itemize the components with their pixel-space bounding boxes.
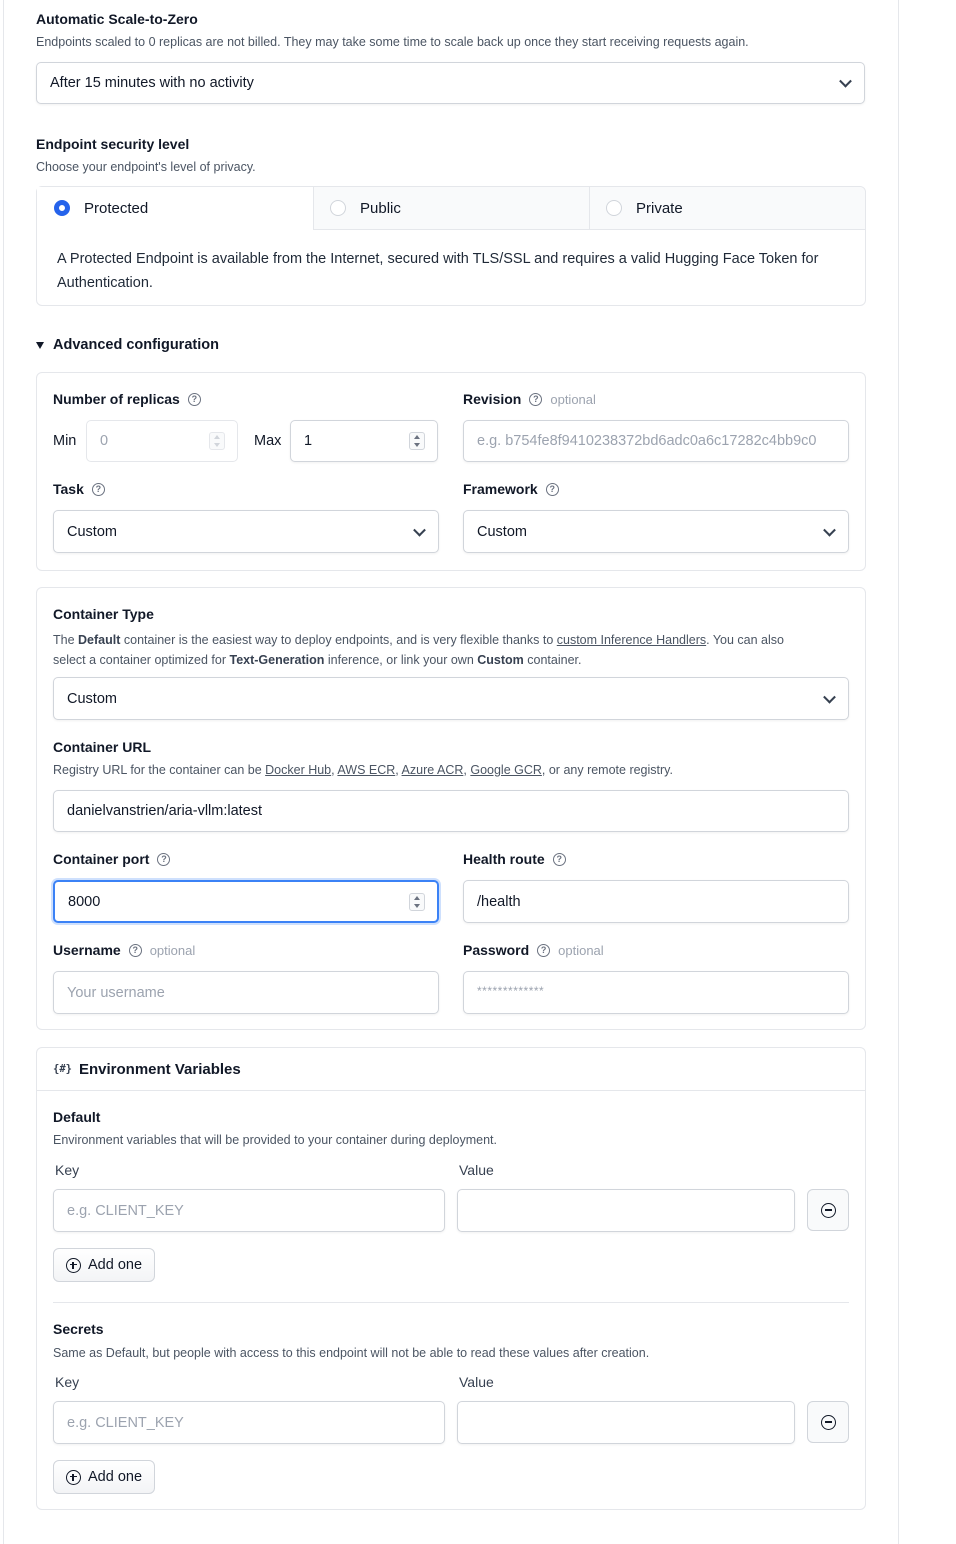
password-placeholder: ************* bbox=[477, 984, 545, 998]
security-option-label: Protected bbox=[84, 200, 149, 217]
minus-circle-icon bbox=[821, 1203, 836, 1218]
revision-label bbox=[463, 391, 596, 407]
security-option-label: Public bbox=[360, 200, 401, 217]
stepper-icon[interactable] bbox=[409, 432, 425, 450]
help-icon[interactable]: ? bbox=[553, 853, 566, 866]
container-type-description bbox=[53, 630, 843, 670]
advanced-config-label: Advanced configuration bbox=[53, 337, 219, 353]
min-replicas-value: 0 bbox=[100, 433, 109, 449]
desc-text: , or any remote registry. bbox=[541, 763, 673, 777]
task-value: Custom bbox=[67, 523, 117, 540]
username-placeholder: Your username bbox=[67, 984, 165, 1001]
radio-protected[interactable] bbox=[54, 200, 70, 216]
add-secret-env-button[interactable] bbox=[53, 1460, 155, 1494]
secrets-key-placeholder: e.g. CLIENT_KEY bbox=[67, 1414, 184, 1431]
revision-placeholder: e.g. b754fe8f9410238372bd6adc0a6c17282c4bb9c0 bbox=[477, 433, 817, 449]
remove-default-row-button[interactable] bbox=[807, 1189, 849, 1231]
health-route-label-text: Health route bbox=[463, 851, 545, 867]
container-url-description bbox=[53, 763, 673, 777]
security-option-protected[interactable] bbox=[37, 187, 314, 230]
desc-bold: Default bbox=[78, 633, 121, 647]
help-icon[interactable]: ? bbox=[546, 483, 559, 496]
framework-value: Custom bbox=[477, 523, 527, 540]
max-replicas-input[interactable] bbox=[290, 420, 438, 462]
help-icon[interactable]: ? bbox=[188, 393, 201, 406]
desc-bold: Text-Generation bbox=[229, 653, 325, 667]
add-one-label: Add one bbox=[88, 1257, 143, 1273]
security-option-label: Private bbox=[636, 200, 683, 217]
password-input[interactable] bbox=[463, 971, 849, 1014]
default-key-input[interactable] bbox=[53, 1189, 445, 1232]
default-key-placeholder: e.g. CLIENT_KEY bbox=[67, 1202, 184, 1219]
username-input[interactable] bbox=[53, 971, 439, 1014]
key-label: Key bbox=[55, 1162, 80, 1178]
secrets-env-description: Same as Default, but people with access to this endpoint will not be able to read these values after creation. bbox=[53, 1346, 650, 1360]
health-route-input[interactable] bbox=[463, 880, 849, 923]
default-env-description: Environment variables that will be provided to your container during deployment. bbox=[53, 1133, 497, 1147]
secrets-value-input[interactable] bbox=[457, 1401, 795, 1444]
add-one-label: Add one bbox=[88, 1469, 143, 1485]
desc-text: Registry URL for the container can be bbox=[53, 763, 266, 777]
add-default-env-button[interactable] bbox=[53, 1248, 155, 1282]
desc-text: The bbox=[53, 633, 79, 647]
container-type-label: Container Type bbox=[53, 606, 154, 622]
optional-tag: optional bbox=[550, 392, 596, 407]
container-port-input[interactable] bbox=[53, 880, 439, 923]
divider bbox=[53, 1302, 849, 1303]
help-icon[interactable]: ? bbox=[129, 944, 142, 957]
max-replicas-value: 1 bbox=[304, 433, 313, 449]
container-type-select[interactable] bbox=[53, 677, 849, 720]
revision-label-text: Revision bbox=[463, 391, 522, 407]
env-vars-title: Environment Variables bbox=[79, 1061, 241, 1078]
password-label-text: Password bbox=[463, 942, 530, 958]
scale-to-zero-select[interactable] bbox=[36, 62, 865, 104]
health-route-value: /health bbox=[477, 893, 521, 910]
framework-label-text: Framework bbox=[463, 481, 538, 497]
security-title: Endpoint security level bbox=[36, 136, 190, 152]
security-description: Choose your endpoint's level of privacy. bbox=[36, 160, 256, 174]
plus-circle-icon bbox=[66, 1470, 81, 1485]
braces-hash-icon: {#} bbox=[53, 1063, 72, 1075]
task-label-text: Task bbox=[53, 481, 84, 497]
container-url-input[interactable] bbox=[53, 790, 849, 832]
security-panel bbox=[36, 186, 866, 306]
framework-label bbox=[463, 481, 559, 497]
scale-to-zero-title: Automatic Scale-to-Zero bbox=[36, 11, 198, 27]
health-route-label bbox=[463, 851, 566, 867]
desc-text: , bbox=[395, 763, 402, 777]
custom-handlers-link[interactable]: custom Inference Handlers bbox=[556, 633, 707, 647]
help-icon[interactable]: ? bbox=[537, 944, 550, 957]
scale-to-zero-description: Endpoints scaled to 0 replicas are not billed. They may take some time to scale back up once they start receiving requests again. bbox=[36, 35, 749, 49]
chevron-down-icon bbox=[839, 75, 852, 88]
default-env-title: Default bbox=[53, 1109, 101, 1125]
google-gcr-link[interactable]: Google GCR bbox=[470, 763, 542, 777]
remove-secret-row-button[interactable] bbox=[807, 1401, 849, 1443]
container-url-value: danielvanstrien/aria-vllm:latest bbox=[67, 803, 263, 819]
help-icon[interactable]: ? bbox=[529, 393, 542, 406]
key-label: Key bbox=[55, 1374, 80, 1390]
desc-text: container is the easiest way to deploy endpoints, and is very flexible thanks to bbox=[120, 633, 557, 647]
task-label bbox=[53, 481, 105, 497]
triangle-down-icon bbox=[36, 342, 44, 349]
optional-tag: optional bbox=[149, 943, 196, 958]
radio-public[interactable] bbox=[330, 200, 346, 216]
desc-text: . You can also bbox=[706, 633, 784, 647]
desc-text: , bbox=[331, 763, 338, 777]
replicas-label bbox=[53, 391, 201, 407]
secrets-env-title: Secrets bbox=[53, 1321, 104, 1337]
framework-select[interactable] bbox=[463, 510, 849, 553]
help-icon[interactable]: ? bbox=[157, 853, 170, 866]
stepper-icon[interactable] bbox=[209, 432, 225, 450]
aws-ecr-link[interactable]: AWS ECR bbox=[337, 763, 396, 777]
secrets-key-input[interactable] bbox=[53, 1401, 445, 1444]
security-option-private[interactable] bbox=[590, 187, 865, 230]
password-label bbox=[463, 942, 604, 958]
min-label: Min bbox=[53, 433, 77, 449]
minus-circle-icon bbox=[821, 1415, 836, 1430]
security-info-text: A Protected Endpoint is available from the Internet, secured with TLS/SSL and requires a valid Hugging Face Token for Authentication. bbox=[57, 251, 819, 291]
username-label-text: Username bbox=[53, 942, 121, 958]
desc-bold: Custom bbox=[477, 653, 524, 667]
username-label bbox=[53, 942, 195, 958]
desc-text: container. bbox=[523, 653, 582, 667]
value-label: Value bbox=[459, 1162, 494, 1178]
value-label: Value bbox=[459, 1374, 494, 1390]
radio-private[interactable] bbox=[606, 200, 622, 216]
max-label: Max bbox=[254, 433, 282, 449]
security-option-public[interactable] bbox=[314, 187, 590, 230]
chevron-down-icon bbox=[823, 690, 836, 703]
container-port-label bbox=[53, 851, 170, 867]
container-port-value: 8000 bbox=[68, 893, 101, 910]
azure-acr-link[interactable]: Azure ACR bbox=[401, 763, 464, 777]
scale-to-zero-value: After 15 minutes with no activity bbox=[50, 75, 254, 91]
container-port-label-text: Container port bbox=[53, 851, 150, 867]
container-url-label: Container URL bbox=[53, 739, 151, 755]
docker-hub-link[interactable]: Docker Hub bbox=[265, 763, 332, 777]
default-value-input[interactable] bbox=[457, 1189, 795, 1232]
help-icon[interactable]: ? bbox=[92, 483, 105, 496]
revision-input[interactable] bbox=[463, 420, 849, 462]
replicas-label-text: Number of replicas bbox=[53, 391, 180, 407]
advanced-config-toggle[interactable] bbox=[36, 337, 219, 353]
stepper-icon[interactable] bbox=[409, 893, 425, 911]
chevron-down-icon bbox=[413, 523, 426, 536]
optional-tag: optional bbox=[558, 943, 604, 958]
desc-text: inference, or link your own bbox=[324, 653, 478, 667]
desc-text: select a container optimized for bbox=[53, 653, 230, 667]
min-replicas-input[interactable] bbox=[86, 420, 238, 462]
plus-circle-icon bbox=[66, 1258, 81, 1273]
chevron-down-icon bbox=[823, 523, 836, 536]
container-type-value: Custom bbox=[67, 690, 117, 707]
task-select[interactable] bbox=[53, 510, 439, 553]
desc-text: , bbox=[463, 763, 471, 777]
